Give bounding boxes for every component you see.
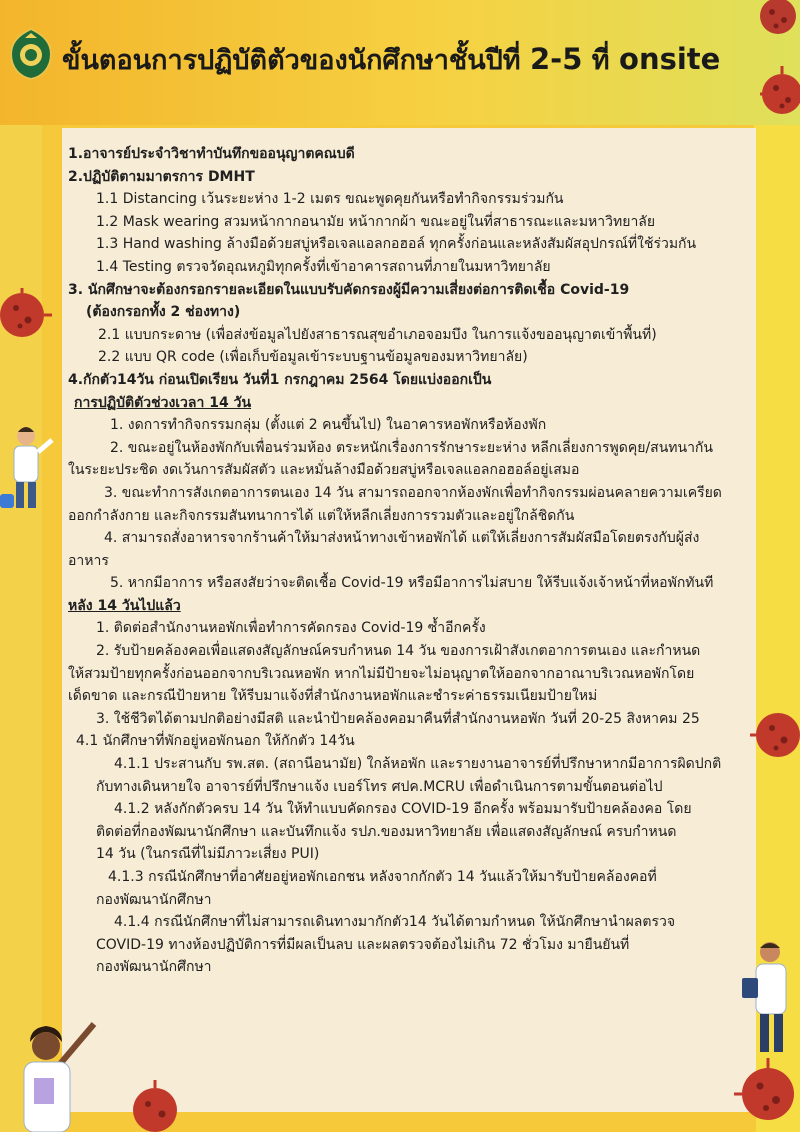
step-4-1-4-cont-a: COVID-19 ทางห้องปฏิบัติการที่มีผลเป็นลบ และผลตรวจต้องไม่เกิน 72 ชั่วโมง มายืนยันที่ [96, 936, 630, 953]
virus-icon-left [0, 282, 56, 348]
rule-3-cont: ออกกำลังกาย และกิจกรรมสันทนาการได้ แต่ให้หลีกเลี่ยงการรวมตัวและอยู่ใกล้ชิดกัน [68, 507, 575, 524]
step-2: 2.ปฏิบัติตามมาตรการ DMHT [68, 168, 255, 185]
step-4-1-1-cont: กับทางเดินหายใจ อาจารย์ที่ปรึกษาแจ้ง เบอร์โทร ศปค.MCRU เพื่อดำเนินการตามขั้นตอนต่อไป [96, 778, 663, 795]
step-4: 4.กักตัว14วัน ก่อนเปิดเรียน วันที่1 กรกฎาคม 2564 โดยแบ่งออกเป็น [68, 371, 492, 388]
doctor-illustration-bottom-left [0, 1018, 100, 1132]
content-text [68, 143, 758, 979]
step-3-2: 2.2 แบบ QR code (เพื่อเก็บข้อมูลเข้าระบบฐานข้อมูลของมหาวิทยาลัย) [98, 349, 528, 366]
step-4-1-4-cont-b: กองพัฒนานักศึกษา [96, 959, 212, 976]
after-1: 1. ติดต่อสำนักงานหอพักเพื่อทำการคัดกรอง Covid-19 ซ้ำอีกครั้ง [96, 620, 486, 637]
page-title: ขั้นตอนการปฏิบัติตัวของนักศึกษาชั้นปีที่ 2-5 ที่ onsite [62, 42, 721, 76]
step-4-1-2: 4.1.2 หลังกักตัวครบ 14 วัน ให้ทำแบบคัดกรอง COVID-19 อีกครั้ง พร้อมมารับป้ายคล้องคอ โดย [114, 801, 692, 818]
virus-icon-right-upper [752, 58, 800, 128]
step-4-1-3: 4.1.3 กรณีนักศึกษาที่อาศัยอยู่หอพักเอกชน หลังจากกักตัว 14 วันแล้วให้มารับป้ายคล้องคอที่ [108, 869, 657, 885]
university-logo [10, 28, 52, 80]
doctor-illustration-left [0, 420, 64, 516]
rule-2: 2. ขณะอยู่ในห้องพักกับเพื่อนร่วมห้อง ตระหนักเรื่องการรักษาระยะห่าง หลีกเลี่ยงการพูดคุย/สนทนากัน [110, 439, 713, 456]
virus-icon-right-middle [746, 702, 800, 768]
step-2-1: 1.1 Distancing เว้นระยะห่าง 1-2 เมตร ขณะพูดคุยกันหรือทำกิจกรรมร่วมกัน [96, 191, 564, 208]
virus-icon-bottom-right [728, 1048, 800, 1132]
virus-icon-top-right [748, 0, 800, 44]
rule-2-cont: ในระยะประชิด งดเว้นการสัมผัสตัว และหมั่นล้างมือด้วยสบู่หรือเจลแอลกอฮอล์อยู่เสมอ [68, 462, 580, 479]
after-3: 3. ใช้ชีวิตได้ตามปกติอย่างมีสติ และนำป้ายคล้องคอมาคืนที่สำนักงานหอพัก วันที่ 20-25 สิงหาคม 25 [96, 710, 700, 727]
after-2: 2. รับป้ายคล้องคอเพื่อแสดงสัญลักษณ์ครบกำหนด 14 วัน ของการเฝ้าสังเกตอาการตนเอง และกำหนด [96, 643, 701, 660]
virus-icon-bottom-left [120, 1076, 190, 1132]
rule-4: 4. สามารถสั่งอาหารจากร้านค้าให้มาส่งหน้าทางเข้าหอพักได้ แต่ให้เลี่ยงการสัมผัสมือโดยตรงกับผู้ส่ง [104, 530, 700, 547]
step-1: 1.อาจารย์ประจำวิชาทำบันทึกขออนุญาตคณบดี [68, 146, 355, 162]
step-4-1-3-cont: กองพัฒนานักศึกษา [96, 891, 212, 908]
rule-1: 1. งดการทำกิจกรรมกลุ่ม (ตั้งแต่ 2 คนขึ้นไป) ในอาคารหอพักหรือห้องพัก [110, 417, 547, 434]
step-2-2: 1.2 Mask wearing สวมหน้ากากอนามัย หน้ากากผ้า ขณะอยู่ในที่สาธารณะและมหาวิทยาลัย [96, 213, 656, 230]
step-4-1-1: 4.1.1 ประสานกับ รพ.สต. (สถานีอนามัย) ใกล้หอพัก และรายงานอาจารย์ที่ปรึกษาหากมีอาการผิดปกติ [114, 756, 722, 773]
step-3-1: 2.1 แบบกระดาษ (เพื่อส่งข้อมูลไปยังสาธารณสุขอำเภอจอมบึง ในการแจ้งขออนุญาตเข้าพื้นที่) [98, 326, 657, 343]
step-4-1-2-cont-a: ติดต่อที่กองพัฒนานักศึกษา และบันทึกแจ้ง รปภ.ของมหาวิทยาลัย เพื่อแสดงสัญลักษณ์ ครบกำหนด [96, 823, 677, 840]
doctor-illustration-right [734, 938, 800, 1058]
step-4-1-4: 4.1.4 กรณีนักศึกษาที่ไม่สามารถเดินทางมากักตัว14 วันได้ตามกำหนด ให้นักศึกษานำผลตรวจ [114, 914, 676, 931]
rule-5: 5. หากมีอาการ หรือสงสัยว่าจะติดเชื้อ Covid-19 หรือมีอาการไม่สบาย ให้รีบแจ้งเจ้าหน้าที่หอพักทันที [110, 575, 714, 592]
after-2-cont-b: เด็ดขาด และกรณีป้ายหาย ให้รีบมาแจ้งที่สำนักงานหอพักและชำระค่าธรรมเนียมป้ายใหม่ [68, 688, 598, 705]
section-after-14-days: หลัง 14 วันไปแล้ว [68, 597, 181, 614]
step-3: 3. นักศึกษาจะต้องกรอกรายละเอียดในแบบรับคัดกรองผู้มีความเสี่ยงต่อการติดเชื้อ Covid-19 [68, 281, 630, 298]
step-4-1-2-cont-b: 14 วัน (ในกรณีที่ไม่มีภาวะเสี่ยง PUI) [96, 846, 320, 863]
step-3-note: (ต้องกรอกทั้ง 2 ช่องทาง) [86, 304, 241, 321]
after-2-cont-a: ให้สวมป้ายทุกครั้งก่อนออกจากบริเวณหอพัก หากไม่มีป้ายจะไม่อนุญาตให้ออกจากอาณาบริเวณหอพักโดย [68, 665, 695, 682]
step-4-1: 4.1 นักศึกษาที่พักอยู่หอพักนอก ให้กักตัว 14วัน [76, 733, 355, 750]
rule-4-cont: อาหาร [68, 552, 109, 569]
rule-3: 3. ขณะทำการสังเกตอาการตนเอง 14 วัน สามารถออกจากห้องพักเพื่อทำกิจกรรมผ่อนคลายความเครียด [104, 484, 722, 501]
left-stripe [0, 0, 42, 1132]
section-14-days: การปฏิบัติตัวช่วงเวลา 14 วัน [74, 394, 252, 411]
step-2-3: 1.3 Hand washing ล้างมือด้วยสบู่หรือเจลแอลกอฮอล์ ทุกครั้งก่อนและหลังสัมผัสอุปกรณ์ที่ใช้ร่วมกัน [96, 236, 697, 253]
step-2-4: 1.4 Testing ตรวจวัดอุณหภูมิทุกครั้งที่เข้าอาคารสถานที่ภายในมหาวิทยาลัย [96, 258, 551, 275]
